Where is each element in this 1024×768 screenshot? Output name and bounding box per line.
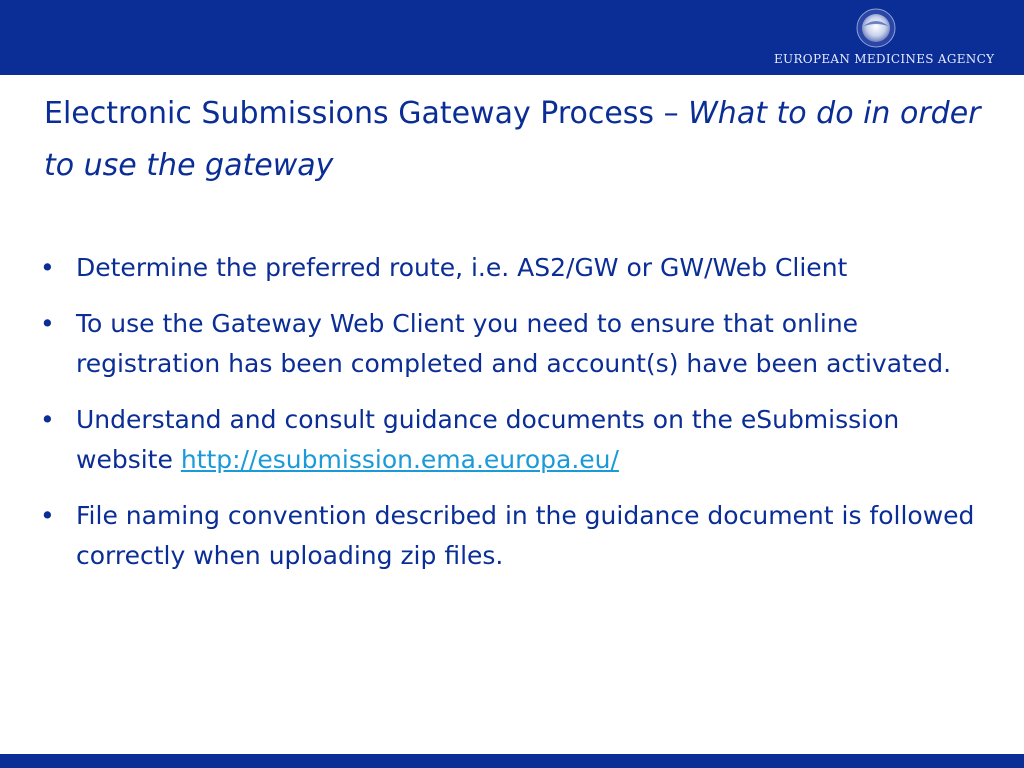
bullet-text: Determine the preferred route, i.e. AS2/GW or GW/Web Client <box>76 253 848 282</box>
list-item <box>36 496 986 576</box>
esubmission-link[interactable]: http://esubmission.ema.europa.eu/ <box>180 445 619 474</box>
list-item <box>36 400 986 480</box>
list-item <box>36 248 986 288</box>
agency-logo <box>774 8 995 70</box>
ema-emblem-icon <box>856 8 896 48</box>
bullet-list <box>36 248 986 592</box>
bullet-icon: • <box>40 309 55 338</box>
bullet-icon: • <box>40 405 55 434</box>
title-italic: What to do in order to use the gateway <box>44 96 981 183</box>
title-main: Electronic Submissions Gateway Process – <box>44 96 689 131</box>
footer-bar <box>0 754 1024 768</box>
page-title <box>44 88 994 192</box>
list-item <box>36 304 986 384</box>
bullet-text: File naming convention described in the guidance document is followed correctly when uploading zip files. <box>76 501 975 570</box>
bullet-text: To use the Gateway Web Client you need to ensure that online registration has been completed and account(s) have been activated. <box>76 309 952 378</box>
bullet-icon: • <box>40 501 55 530</box>
bullet-icon: • <box>40 253 55 282</box>
agency-name: EUROPEAN MEDICINES AGENCY <box>774 52 995 66</box>
bullet-text: Understand and consult guidance documents on the eSubmission website <box>76 405 900 474</box>
header-bar <box>0 0 1024 75</box>
